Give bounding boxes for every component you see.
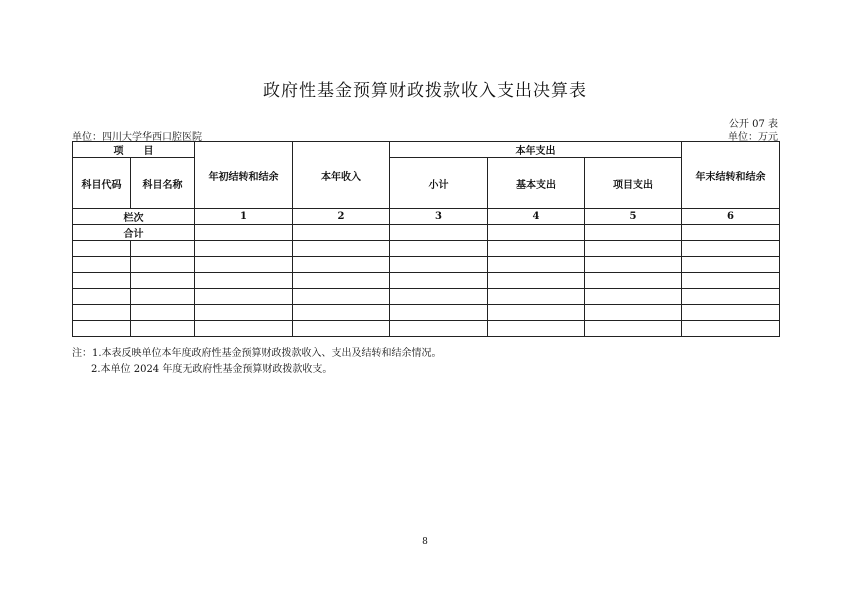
table-cell: [585, 225, 682, 241]
table-cell: [293, 225, 390, 241]
page-number: 8: [422, 537, 428, 547]
table-cell: [585, 273, 682, 289]
table-cell: [488, 257, 585, 273]
table-cell: [195, 257, 293, 273]
table-cell: [488, 273, 585, 289]
table-cell: [488, 305, 585, 321]
table-cell: [293, 321, 390, 337]
table-cell: [682, 305, 780, 321]
header-current-income: 本年收入: [293, 142, 390, 209]
table-cell: [293, 257, 390, 273]
table-cell: [585, 321, 682, 337]
header-item: 项 目: [73, 142, 195, 158]
table-cell: [585, 305, 682, 321]
table-cell: [390, 241, 488, 257]
note-line: 注：1.本表反映单位本年度政府性基金预算财政拨款收入、支出及结转和结余情况。: [72, 348, 442, 359]
column-number: 4: [488, 209, 585, 225]
header-subject-name: 科目名称: [131, 158, 195, 209]
header-closing-balance: 年末结转和结余: [682, 142, 780, 209]
table-cell: [195, 305, 293, 321]
table-cell: [390, 225, 488, 241]
table-cell: [682, 289, 780, 305]
table-cell: [293, 305, 390, 321]
header-current-expenditure: 本年支出: [390, 142, 682, 158]
table-cell: [293, 289, 390, 305]
column-number: 1: [195, 209, 293, 225]
table-cell: [390, 321, 488, 337]
table-cell: [73, 321, 131, 337]
table-cell: [195, 241, 293, 257]
table-row: [73, 289, 780, 305]
table-cell: [73, 305, 131, 321]
column-number: 3: [390, 209, 488, 225]
table-row: [73, 241, 780, 257]
table-cell: [131, 241, 195, 257]
table-cell: [585, 257, 682, 273]
header-project-expenditure: 项目支出: [585, 158, 682, 209]
notes: [72, 346, 442, 378]
table-cell: [131, 257, 195, 273]
budget-table: [72, 141, 780, 337]
table-cell: [73, 241, 131, 257]
header-subtotal: 小计: [390, 158, 488, 209]
table-cell: [682, 225, 780, 241]
table-cell: [488, 321, 585, 337]
table-cell: [682, 257, 780, 273]
table-cell: [195, 321, 293, 337]
table-cell: [131, 321, 195, 337]
table-cell: [73, 289, 131, 305]
table-cell: [131, 305, 195, 321]
table-cell: [195, 225, 293, 241]
reporting-unit: 单位：四川大学华西口腔医院: [72, 132, 202, 143]
header-subject-code: 科目代码: [73, 158, 131, 209]
header-opening-balance: 年初结转和结余: [195, 142, 293, 209]
column-number: 5: [585, 209, 682, 225]
table-cell: [488, 225, 585, 241]
table-cell: [390, 305, 488, 321]
table-cell: [195, 289, 293, 305]
table-cell: [390, 273, 488, 289]
table-cell: [390, 257, 488, 273]
header-basic-expenditure: 基本支出: [488, 158, 585, 209]
table-row: [73, 321, 780, 337]
row-label-total: 合计: [73, 225, 195, 241]
table-cell: [585, 241, 682, 257]
table-cell: [488, 241, 585, 257]
table-cell: [585, 289, 682, 305]
column-number: 2: [293, 209, 390, 225]
table-row: [73, 257, 780, 273]
row-label-column-index: 栏次: [73, 209, 195, 225]
currency-unit: 单位：万元: [728, 132, 778, 143]
table-row: [73, 305, 780, 321]
table-cell: [131, 289, 195, 305]
table-cell: [682, 321, 780, 337]
table-cell: [293, 273, 390, 289]
table-cell: [390, 289, 488, 305]
note-line: 2.本单位 2024 年度无政府性基金预算财政拨款收支。: [91, 364, 333, 375]
table-cell: [488, 289, 585, 305]
page-title: 政府性基金预算财政拨款收入支出决算表: [263, 81, 587, 101]
table-cell: [195, 273, 293, 289]
table-cell: [131, 273, 195, 289]
table-cell: [73, 273, 131, 289]
table-cell: [293, 241, 390, 257]
table-cell: [682, 273, 780, 289]
table-code: 公开 07 表: [728, 119, 778, 130]
table-cell: [73, 257, 131, 273]
table-row: [73, 273, 780, 289]
column-number: 6: [682, 209, 780, 225]
table-cell: [682, 241, 780, 257]
